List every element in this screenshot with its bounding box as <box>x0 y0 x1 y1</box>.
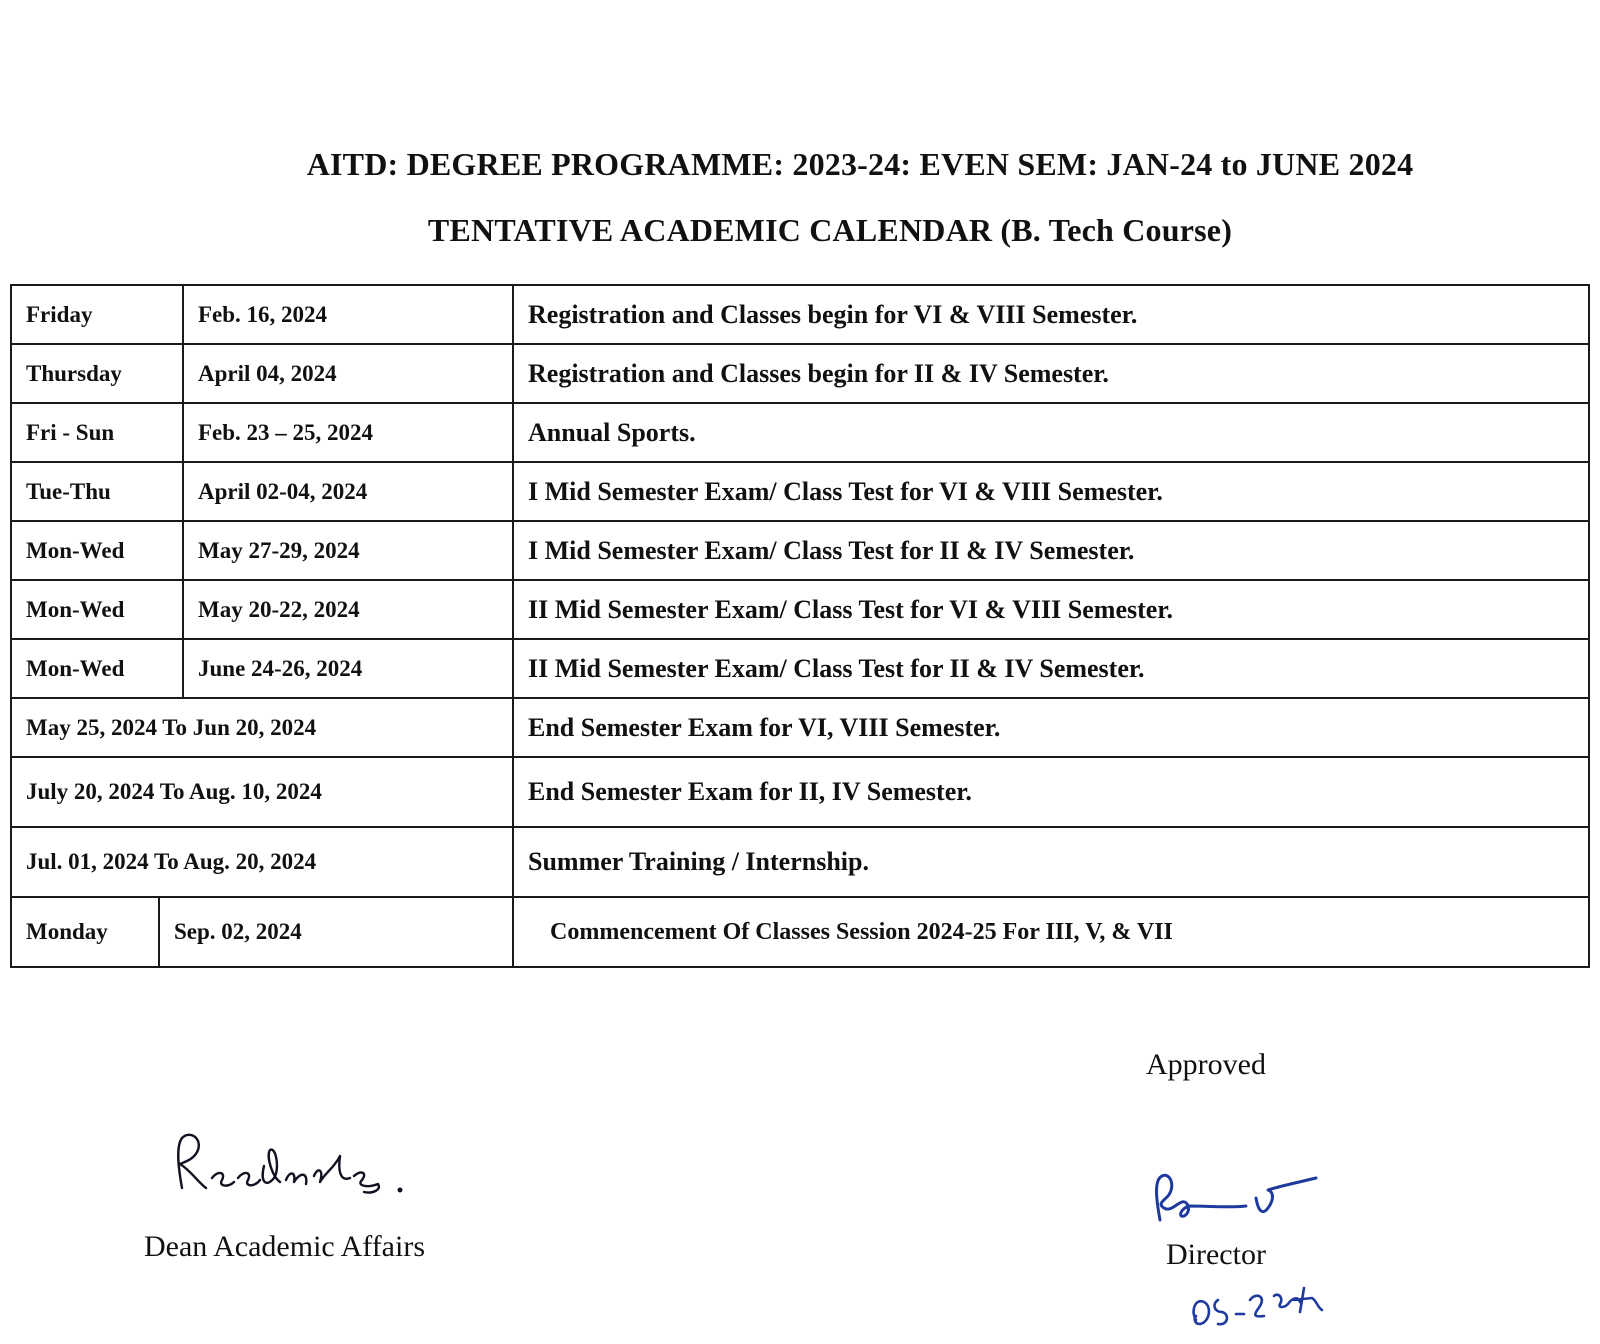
event-cell: Annual Sports. <box>513 403 1589 462</box>
document-title: AITD: DEGREE PROGRAMME: 2023-24: EVEN SEM: JAN-24 to JUNE 2024 <box>306 146 1414 182</box>
dean-academic-affairs-label: Dean Academic Affairs <box>144 1230 426 1263</box>
table-row <box>11 344 1589 403</box>
director-label: Director <box>1166 1238 1266 1271</box>
document-subtitle: TENTATIVE ACADEMIC CALENDAR (B. Tech Course) <box>427 212 1233 248</box>
day-cell: Fri - Sun <box>11 403 183 462</box>
date-range-cell: Jul. 01, 2024 To Aug. 20, 2024 <box>11 827 513 897</box>
event-cell: Registration and Classes begin for VI & VIII Semester. <box>513 285 1589 344</box>
date-cell: Feb. 16, 2024 <box>183 285 513 344</box>
director-date-note <box>1188 1270 1338 1340</box>
day-cell: Mon-Wed <box>11 639 183 698</box>
event-cell: II Mid Semester Exam/ Class Test for II & IV Semester. <box>513 639 1589 698</box>
table-row <box>11 757 1589 827</box>
event-cell: Summer Training / Internship. <box>513 827 1589 897</box>
day-cell: Friday <box>11 285 183 344</box>
day-cell: Thursday <box>11 344 183 403</box>
day-cell: Tue-Thu <box>11 462 183 521</box>
date-cell: June 24-26, 2024 <box>183 639 513 698</box>
table-row <box>11 639 1589 698</box>
dean-signature <box>168 1126 418 1206</box>
table-row <box>11 827 1589 897</box>
event-cell: Commencement Of Classes Session 2024-25 For III, V, & VII <box>513 897 1589 967</box>
event-cell: Registration and Classes begin for II & IV Semester. <box>513 344 1589 403</box>
table-row <box>11 698 1589 757</box>
day-cell: Mon-Wed <box>11 521 183 580</box>
date-cell: April 04, 2024 <box>183 344 513 403</box>
table-row <box>11 403 1589 462</box>
day-date-cell <box>11 897 513 967</box>
date-cell: Feb. 23 – 25, 2024 <box>183 403 513 462</box>
table-row <box>11 462 1589 521</box>
day-cell: Monday <box>12 898 160 966</box>
date-range-cell: July 20, 2024 To Aug. 10, 2024 <box>11 757 513 827</box>
approved-label: Approved <box>1146 1048 1266 1081</box>
date-cell: May 27-29, 2024 <box>183 521 513 580</box>
table-row <box>11 521 1589 580</box>
table-row <box>11 285 1589 344</box>
date-range-cell: May 25, 2024 To Jun 20, 2024 <box>11 698 513 757</box>
table-row <box>11 897 1589 967</box>
table-row <box>11 580 1589 639</box>
date-cell: Sep. 02, 2024 <box>174 919 302 944</box>
academic-calendar-table <box>10 284 1590 968</box>
day-cell: Mon-Wed <box>11 580 183 639</box>
director-signature <box>1150 1168 1330 1238</box>
event-cell: I Mid Semester Exam/ Class Test for II & IV Semester. <box>513 521 1589 580</box>
event-cell: I Mid Semester Exam/ Class Test for VI & VIII Semester. <box>513 462 1589 521</box>
event-cell: II Mid Semester Exam/ Class Test for VI & VIII Semester. <box>513 580 1589 639</box>
date-cell: April 02-04, 2024 <box>183 462 513 521</box>
date-cell: May 20-22, 2024 <box>183 580 513 639</box>
event-cell: End Semester Exam for VI, VIII Semester. <box>513 698 1589 757</box>
event-cell: End Semester Exam for II, IV Semester. <box>513 757 1589 827</box>
